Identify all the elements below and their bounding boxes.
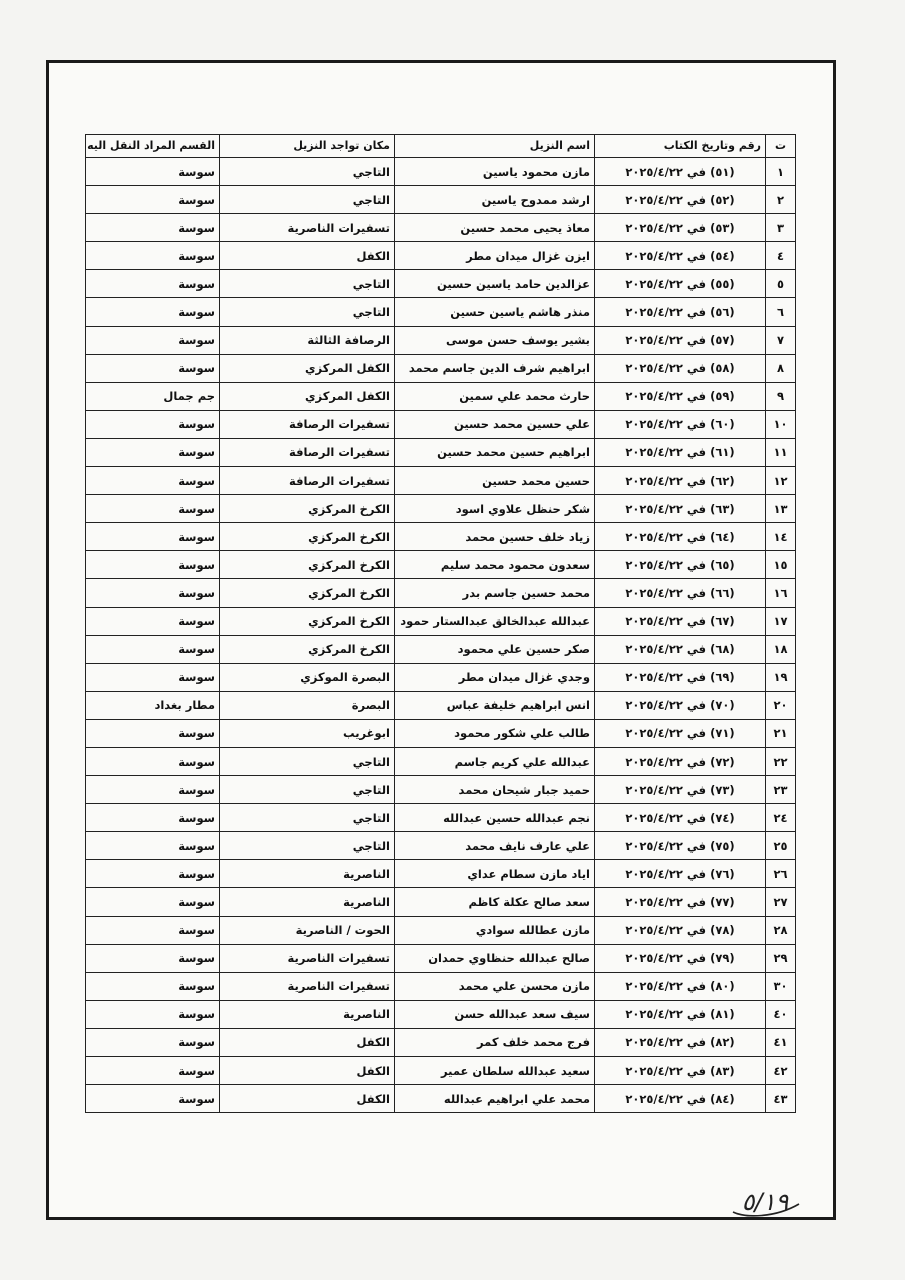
- row-number: ١٠: [766, 410, 796, 438]
- table-row: [86, 1028, 796, 1056]
- inmate-name: محمد حسين جاسم بدر: [395, 579, 595, 607]
- target-department: سوسة: [86, 944, 220, 972]
- inmate-name: زياد خلف حسين محمد: [395, 523, 595, 551]
- inmate-location: تسفيرات الناصرية: [220, 214, 395, 242]
- target-department: سوسة: [86, 747, 220, 775]
- row-number: ٢٨: [766, 916, 796, 944]
- table-row: [86, 832, 796, 860]
- row-number: ٢: [766, 186, 796, 214]
- inmate-name: شكر حنظل علاوي اسود: [395, 495, 595, 523]
- inmate-location: الكفل: [220, 242, 395, 270]
- target-department: مطار بغداد: [86, 691, 220, 719]
- row-number: ١٤: [766, 523, 796, 551]
- inmate-location: الناصرية: [220, 1000, 395, 1028]
- letter-date: (٧٦) في ٢٠٢٥/٤/٢٢: [595, 860, 766, 888]
- letter-date: (٥٣) في ٢٠٢٥/٤/٢٢: [595, 214, 766, 242]
- inmate-location: الكفل: [220, 1057, 395, 1085]
- letter-date: (٥٧) في ٢٠٢٥/٤/٢٢: [595, 326, 766, 354]
- inmate-location: تسفيرات الرصافة: [220, 438, 395, 466]
- table-row: [86, 1085, 796, 1113]
- target-department: سوسة: [86, 860, 220, 888]
- inmate-name: علي عارف نايف محمد: [395, 832, 595, 860]
- table-row: [86, 551, 796, 579]
- letter-date: (٧٠) في ٢٠٢٥/٤/٢٢: [595, 691, 766, 719]
- inmate-name: ابراهيم شرف الدين جاسم محمد: [395, 354, 595, 382]
- table-row: [86, 1057, 796, 1085]
- inmate-location: الناصرية: [220, 860, 395, 888]
- table-row: [86, 410, 796, 438]
- inmate-transfer-table: [85, 134, 796, 1113]
- inmate-name: وجدي غزال ميدان مطر: [395, 663, 595, 691]
- target-department: سوسة: [86, 410, 220, 438]
- target-department: جم جمال: [86, 382, 220, 410]
- table-row: [86, 719, 796, 747]
- inmate-location: التاجي: [220, 298, 395, 326]
- letter-date: (٦٢) في ٢٠٢٥/٤/٢٢: [595, 467, 766, 495]
- table-row: [86, 747, 796, 775]
- letter-date: (٧١) في ٢٠٢٥/٤/٢٢: [595, 719, 766, 747]
- inmate-location: التاجي: [220, 776, 395, 804]
- header-letter-date: رقم وتاريخ الكتاب: [595, 135, 766, 158]
- row-number: ٩: [766, 382, 796, 410]
- inmate-name: منذر هاشم ياسين حسين: [395, 298, 595, 326]
- inmate-name: صالح عبدالله حنظاوي حمدان: [395, 944, 595, 972]
- row-number: ١٢: [766, 467, 796, 495]
- table-row: [86, 579, 796, 607]
- target-department: سوسة: [86, 635, 220, 663]
- row-number: ٢٦: [766, 860, 796, 888]
- table-row: [86, 944, 796, 972]
- row-number: ٦: [766, 298, 796, 326]
- inmate-name: مازن محمود ياسين: [395, 158, 595, 186]
- row-number: ١٨: [766, 635, 796, 663]
- table-row: [86, 298, 796, 326]
- inmate-name: طالب علي شكور محمود: [395, 719, 595, 747]
- row-number: ٢٤: [766, 804, 796, 832]
- letter-date: (٦٠) في ٢٠٢٥/٤/٢٢: [595, 410, 766, 438]
- table-row: [86, 495, 796, 523]
- row-number: ٢٥: [766, 832, 796, 860]
- inmate-location: الكرخ المركزي: [220, 551, 395, 579]
- target-department: سوسة: [86, 326, 220, 354]
- row-number: ٤٢: [766, 1057, 796, 1085]
- inmate-name: سعد صالح عكلة كاظم: [395, 888, 595, 916]
- letter-date: (٦١) في ٢٠٢٥/٤/٢٢: [595, 438, 766, 466]
- inmate-name: عزالدين حامد ياسين حسين: [395, 270, 595, 298]
- inmate-location: الرصافة الثالثة: [220, 326, 395, 354]
- row-number: ٤: [766, 242, 796, 270]
- inmate-name: نجم عبدالله حسين عبدالله: [395, 804, 595, 832]
- row-number: ٧: [766, 326, 796, 354]
- target-department: سوسة: [86, 186, 220, 214]
- inmate-location: الكفل: [220, 1085, 395, 1113]
- table-row: [86, 438, 796, 466]
- inmate-location: التاجي: [220, 186, 395, 214]
- letter-date: (٦٣) في ٢٠٢٥/٤/٢٢: [595, 495, 766, 523]
- inmate-location: الكرخ المركزي: [220, 635, 395, 663]
- row-number: ٢١: [766, 719, 796, 747]
- inmate-location: تسفيرات الناصرية: [220, 972, 395, 1000]
- target-department: سوسة: [86, 1085, 220, 1113]
- letter-date: (٦٥) في ٢٠٢٥/٤/٢٢: [595, 551, 766, 579]
- table-row: [86, 607, 796, 635]
- table-row: [86, 270, 796, 298]
- row-number: ٥: [766, 270, 796, 298]
- inmate-location: الكرخ المركزي: [220, 607, 395, 635]
- letter-date: (٨٤) في ٢٠٢٥/٤/٢٢: [595, 1085, 766, 1113]
- table-row: [86, 382, 796, 410]
- target-department: سوسة: [86, 354, 220, 382]
- table-row: [86, 467, 796, 495]
- row-number: ٢٢: [766, 747, 796, 775]
- target-department: سوسة: [86, 607, 220, 635]
- letter-date: (٨٢) في ٢٠٢٥/٤/٢٢: [595, 1028, 766, 1056]
- inmate-name: علي حسين محمد حسين: [395, 410, 595, 438]
- inmate-location: البصرة: [220, 691, 395, 719]
- row-number: ٤٠: [766, 1000, 796, 1028]
- target-department: سوسة: [86, 804, 220, 832]
- table-row: [86, 860, 796, 888]
- row-number: ٣٠: [766, 972, 796, 1000]
- inmate-location: تسفيرات الرصافة: [220, 467, 395, 495]
- target-department: سوسة: [86, 1000, 220, 1028]
- page-mark-text: ٥/١٩: [741, 1188, 789, 1216]
- inmate-location: الحوت / الناصرية: [220, 916, 395, 944]
- letter-date: (٦٦) في ٢٠٢٥/٤/٢٢: [595, 579, 766, 607]
- letter-date: (٨١) في ٢٠٢٥/٤/٢٢: [595, 1000, 766, 1028]
- header-target-department: القسم المراد النقل اليه: [86, 135, 220, 158]
- row-number: ٤١: [766, 1028, 796, 1056]
- letter-date: (٧٢) في ٢٠٢٥/٤/٢٢: [595, 747, 766, 775]
- letter-date: (٨٣) في ٢٠٢٥/٤/٢٢: [595, 1057, 766, 1085]
- inmate-name: حميد جبار شيحان محمد: [395, 776, 595, 804]
- row-number: ٨: [766, 354, 796, 382]
- header-inmate-name: اسم النزيل: [395, 135, 595, 158]
- letter-date: (٧٤) في ٢٠٢٥/٤/٢٢: [595, 804, 766, 832]
- target-department: سوسة: [86, 972, 220, 1000]
- row-number: ٢٧: [766, 888, 796, 916]
- table-row: [86, 776, 796, 804]
- letter-date: (٦٩) في ٢٠٢٥/٤/٢٢: [595, 663, 766, 691]
- target-department: سوسة: [86, 832, 220, 860]
- letter-date: (٨٠) في ٢٠٢٥/٤/٢٢: [595, 972, 766, 1000]
- target-department: سوسة: [86, 551, 220, 579]
- table-row: [86, 888, 796, 916]
- inmate-name: اياد مازن سطام عداي: [395, 860, 595, 888]
- inmate-name: مازن عطالله سوادي: [395, 916, 595, 944]
- target-department: سوسة: [86, 888, 220, 916]
- letter-date: (٦٨) في ٢٠٢٥/٤/٢٢: [595, 635, 766, 663]
- header-location: مكان تواجد النزيل: [220, 135, 395, 158]
- inmate-location: التاجي: [220, 747, 395, 775]
- row-number: ٢٣: [766, 776, 796, 804]
- table-row: [86, 242, 796, 270]
- table-row: [86, 214, 796, 242]
- table-row: [86, 663, 796, 691]
- target-department: سوسة: [86, 242, 220, 270]
- row-number: ٢٩: [766, 944, 796, 972]
- target-department: سوسة: [86, 1057, 220, 1085]
- row-number: ٢٠: [766, 691, 796, 719]
- inmate-name: فرج محمد خلف كمر: [395, 1028, 595, 1056]
- header-number: ت: [766, 135, 796, 158]
- handwritten-page-mark: [725, 1182, 805, 1222]
- row-number: ١: [766, 158, 796, 186]
- inmate-location: التاجي: [220, 804, 395, 832]
- table-row: [86, 186, 796, 214]
- inmate-location: التاجي: [220, 832, 395, 860]
- table-row: [86, 804, 796, 832]
- row-number: ١٩: [766, 663, 796, 691]
- inmate-name: حسين محمد حسين: [395, 467, 595, 495]
- letter-date: (٥٦) في ٢٠٢٥/٤/٢٢: [595, 298, 766, 326]
- table-header-row: [86, 135, 796, 158]
- row-number: ٤٣: [766, 1085, 796, 1113]
- row-number: ١١: [766, 438, 796, 466]
- target-department: سوسة: [86, 1028, 220, 1056]
- letter-date: (٦٤) في ٢٠٢٥/٤/٢٢: [595, 523, 766, 551]
- inmate-location: التاجي: [220, 270, 395, 298]
- table-body: [86, 158, 796, 1113]
- inmate-name: انس ابراهيم خليفة عباس: [395, 691, 595, 719]
- inmate-location: الكفل المركزي: [220, 354, 395, 382]
- inmate-name: عبدالله علي كريم جاسم: [395, 747, 595, 775]
- row-number: ١٣: [766, 495, 796, 523]
- inmate-location: تسفيرات الناصرية: [220, 944, 395, 972]
- inmate-name: ارشد ممدوح ياسين: [395, 186, 595, 214]
- row-number: ٣: [766, 214, 796, 242]
- inmate-location: الكفل المركزي: [220, 382, 395, 410]
- table-row: [86, 972, 796, 1000]
- inmate-name: صكر حسين علي محمود: [395, 635, 595, 663]
- inmate-name: ابراهيم حسين محمد حسين: [395, 438, 595, 466]
- table-row: [86, 691, 796, 719]
- letter-date: (٧٨) في ٢٠٢٥/٤/٢٢: [595, 916, 766, 944]
- target-department: سوسة: [86, 298, 220, 326]
- letter-date: (٧٥) في ٢٠٢٥/٤/٢٢: [595, 832, 766, 860]
- inmate-location: التاجي: [220, 158, 395, 186]
- inmate-location: الناصرية: [220, 888, 395, 916]
- letter-date: (٥١) في ٢٠٢٥/٤/٢٢: [595, 158, 766, 186]
- inmate-location: ابوغريب: [220, 719, 395, 747]
- inmate-name: سيف سعد عبدالله حسن: [395, 1000, 595, 1028]
- target-department: سوسة: [86, 214, 220, 242]
- letter-date: (٧٧) في ٢٠٢٥/٤/٢٢: [595, 888, 766, 916]
- inmate-name: سعدون محمود محمد سليم: [395, 551, 595, 579]
- inmate-location: الكرخ المركزي: [220, 495, 395, 523]
- letter-date: (٥٩) في ٢٠٢٥/٤/٢٢: [595, 382, 766, 410]
- inmate-name: مازن محسن علي محمد: [395, 972, 595, 1000]
- inmate-name: بشير يوسف حسن موسى: [395, 326, 595, 354]
- inmate-location: الكرخ المركزي: [220, 523, 395, 551]
- inmate-name: عبدالله عبدالخالق عبدالستار حمود: [395, 607, 595, 635]
- target-department: سوسة: [86, 719, 220, 747]
- letter-date: (٥٥) في ٢٠٢٥/٤/٢٢: [595, 270, 766, 298]
- row-number: ١٧: [766, 607, 796, 635]
- inmate-location: البصرة الموكزي: [220, 663, 395, 691]
- inmate-name: سعيد عبدالله سلطان عمير: [395, 1057, 595, 1085]
- table-row: [86, 326, 796, 354]
- table-row: [86, 1000, 796, 1028]
- target-department: سوسة: [86, 158, 220, 186]
- target-department: سوسة: [86, 495, 220, 523]
- target-department: سوسة: [86, 916, 220, 944]
- table-row: [86, 354, 796, 382]
- inmate-name: حارث محمد علي سمين: [395, 382, 595, 410]
- target-department: سوسة: [86, 523, 220, 551]
- inmate-location: الكفل: [220, 1028, 395, 1056]
- letter-date: (٥٨) في ٢٠٢٥/٤/٢٢: [595, 354, 766, 382]
- target-department: سوسة: [86, 663, 220, 691]
- row-number: ١٦: [766, 579, 796, 607]
- inmate-name: ايزن غزال ميدان مطر: [395, 242, 595, 270]
- table-row: [86, 523, 796, 551]
- target-department: سوسة: [86, 579, 220, 607]
- row-number: ١٥: [766, 551, 796, 579]
- table-row: [86, 158, 796, 186]
- target-department: سوسة: [86, 438, 220, 466]
- letter-date: (٥٤) في ٢٠٢٥/٤/٢٢: [595, 242, 766, 270]
- inmate-location: تسفيرات الرصافة: [220, 410, 395, 438]
- table-row: [86, 916, 796, 944]
- target-department: سوسة: [86, 776, 220, 804]
- letter-date: (٧٩) في ٢٠٢٥/٤/٢٢: [595, 944, 766, 972]
- target-department: سوسة: [86, 270, 220, 298]
- letter-date: (٥٢) في ٢٠٢٥/٤/٢٢: [595, 186, 766, 214]
- letter-date: (٦٧) في ٢٠٢٥/٤/٢٢: [595, 607, 766, 635]
- letter-date: (٧٣) في ٢٠٢٥/٤/٢٢: [595, 776, 766, 804]
- target-department: سوسة: [86, 467, 220, 495]
- inmate-name: معاذ يحيى محمد حسين: [395, 214, 595, 242]
- table-row: [86, 635, 796, 663]
- inmate-name: محمد علي ابراهيم عبدالله: [395, 1085, 595, 1113]
- inmate-location: الكرخ المركزي: [220, 579, 395, 607]
